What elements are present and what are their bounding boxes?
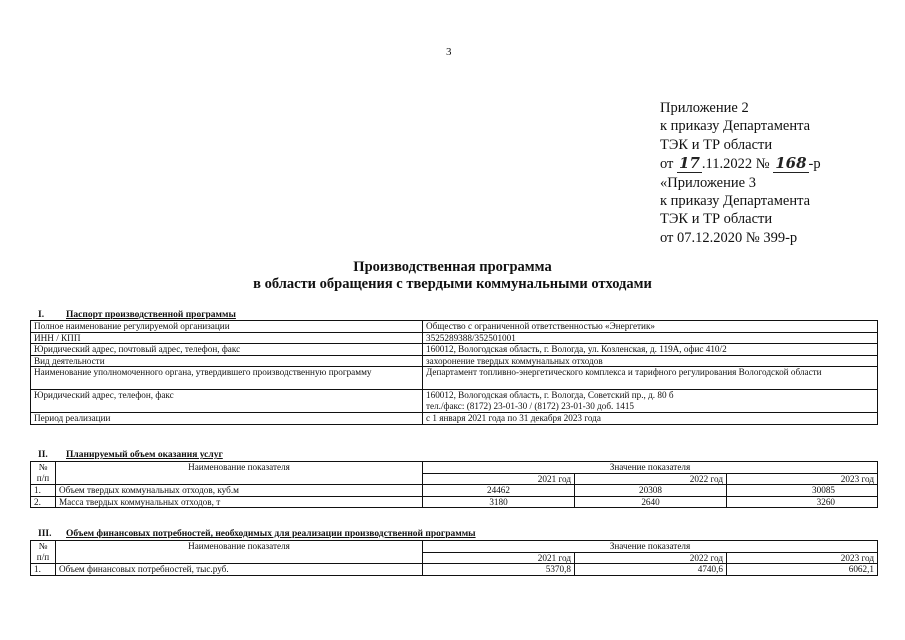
- page-number: 3: [446, 46, 452, 58]
- annex-line: ТЭК и ТР области: [660, 136, 773, 153]
- passport-table: [30, 320, 878, 425]
- table-header-row: 2021 год 2022 год 2023 год: [31, 473, 878, 485]
- table-row: 2. Масса твердых коммунальных отходов, т 3180 2640 3260: [31, 496, 878, 508]
- document-title: Производственная программа: [353, 259, 552, 275]
- table-header-row: № п/п Наименование показателя Значение показателя: [31, 541, 878, 553]
- financial-table: [30, 540, 878, 576]
- table-row: Юридический адрес, телефон, факс 160012, Вологодская область, г. Вологда, Советский пр., д. 80 б тел./факс: (8172) 23-01-30 / (8172) 23-01-30 доб. 1415: [31, 390, 878, 413]
- table-row: 1. Объем финансовых потребностей, тыс.руб. 5370,8 4740,6 6062,1: [31, 564, 878, 576]
- services-table: [30, 461, 878, 508]
- document-subtitle: в области обращения с твердыми коммунальными отходами: [253, 276, 652, 292]
- annex-line: к приказу Департамента: [660, 193, 811, 210]
- annex-line: от 07.12.2020 № 399-р: [660, 229, 798, 246]
- table-row: ИНН / КПП 3525289388/352501001: [31, 332, 878, 344]
- table-row: Юридический адрес, почтовый адрес, телефон, факс 160012, Вологодская область, г. Вологда, ул. Козленская, д. 119А, офис 410/2: [31, 344, 878, 356]
- annex-block: [660, 99, 821, 247]
- table-row: Вид деятельности захоронение твердых коммунальных отходов: [31, 355, 878, 367]
- annex-line: «Приложение 3: [660, 174, 756, 191]
- annex-date-line: от 17 .11.2022 № 168 -р: [660, 154, 821, 173]
- annex-line: к приказу Департамента: [660, 118, 811, 135]
- annex-line: Приложение 2: [660, 100, 749, 116]
- handwritten-day: 17: [679, 154, 700, 173]
- table-row: 1. Объем твердых коммунальных отходов, куб.м 24462 20308 30085: [31, 485, 878, 497]
- table-row: Период реализации с 1 января 2021 года по 31 декабря 2023 года: [31, 413, 878, 425]
- section-1-heading: I. Паспорт производственной программы: [38, 310, 236, 320]
- section-2-heading: II. Планируемый объем оказания услуг: [38, 450, 223, 460]
- section-3-heading: III. Объем финансовых потребностей, необходимых для реализации производственной программы: [38, 529, 476, 539]
- table-row: Полное наименование регулируемой организации Общество с ограниченной ответственностью «Энергетик»: [31, 321, 878, 333]
- table-row: Наименование уполномоченного органа, утвердившего производственную программу Департамент топливно-энергетического комплекса и тарифного регулирования Вологодской области: [31, 367, 878, 390]
- annex-line: ТЭК и ТР области: [660, 211, 773, 228]
- handwritten-number: 168: [775, 154, 807, 173]
- table-header-row: № п/п Наименование показателя Значение показателя: [31, 462, 878, 474]
- table-header-row: 2021 год 2022 год 2023 год: [31, 552, 878, 564]
